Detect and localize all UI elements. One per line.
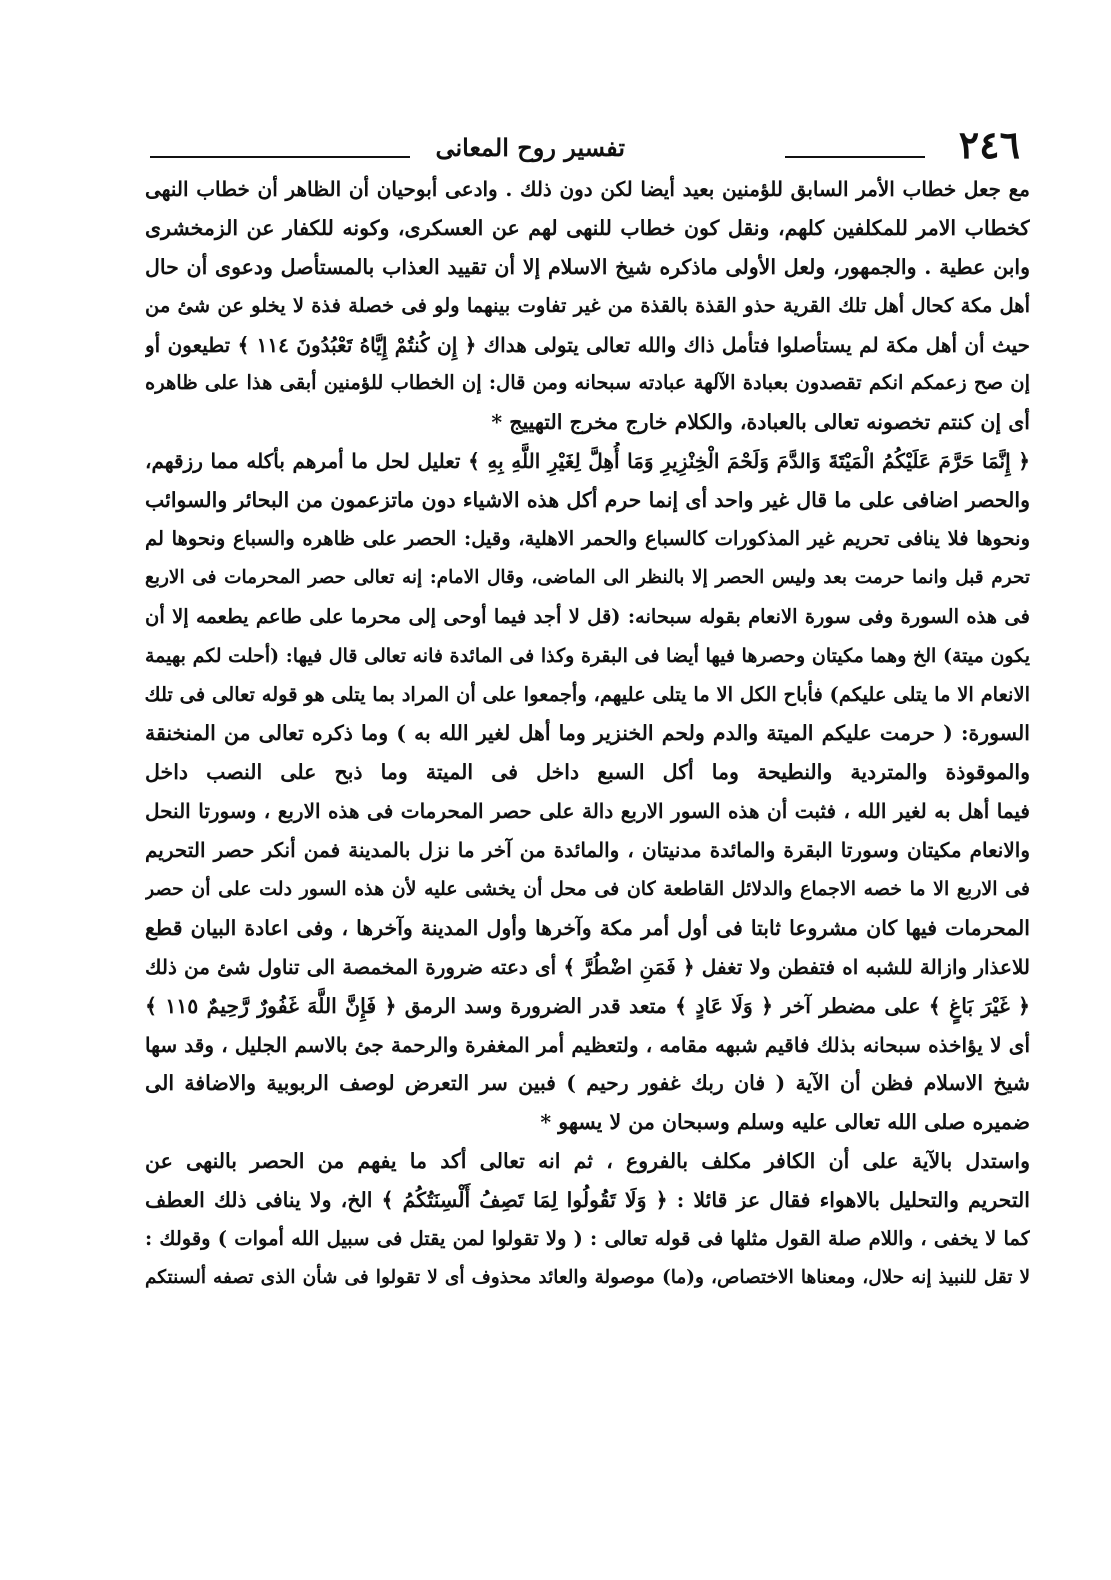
text-line: يكون ميتة) الخ وهما مكيتان وحصرها فيها أيضا فى البقرة وكذا فى المائدة فانه تعالى قال فيها: (أحلت لكم بهيمة xyxy=(145,644,1030,667)
text-line: أهل مكة كحال أهل تلك القرية حذو القذة بالقذة من غير تفاوت بينهما ولو فى خصلة فذة لا يخلو عن شئ من xyxy=(145,293,1030,317)
text-line: مع جعل خطاب الأمر السابق للؤمنين بعيد أيضا لكن دون ذلك . وادعى أبوحيان أن الظاهر أن خطاب النهى xyxy=(145,177,1030,201)
text-line: وابن عطية . والجمهور، ولعل الأولى ماذكره شيخ الاسلام إلا أن تقييد العذاب بالمستأصل ودعوى أن حال xyxy=(145,254,1030,279)
header-rule-right xyxy=(785,156,925,158)
running-title: تفسير روح المعانى xyxy=(435,133,625,162)
text-line: للاعذار وازالة للشبه اه فتفطن ولا تغفل ﴿ فَمَنِ اضْطُرَّ ﴾ أى دعته ضرورة المخمصة الى تناول شئ من ذلك xyxy=(145,954,1030,979)
text-line: ﴿ إِنَّمَا حَرَّمَ عَلَيْكُمُ الْمَيْتَةَ وَالدَّمَ وَلَحْمَ الْخِنْزِيرِ وَمَا أُهِلَّ لِغَيْرِ اللَّهِ بِهِ ﴾ تعليل لحل ما أمرهم بأكله مما رزقهم، xyxy=(145,449,1030,474)
text-line: كما لا يخفى ، واللام صلة القول مثلها فى قوله تعالى : ( ولا تقولوا لمن يقتل فى سبيل الله أموات ) وقولك : xyxy=(145,1227,1030,1251)
text-line: ضميره صلى الله تعالى عليه وسلم وسبحان من لا يسهو * xyxy=(540,1110,1030,1135)
text-line: إن صح زعمكم انكم تقصدون بعبادة الآلهة عبادته سبحانه ومن قال: إن الخطاب للؤمنين أبقى هذا على ظاهره xyxy=(145,371,1030,395)
text-line: والموقوذة والمتردية والنطيحة وما أكل السبع داخل فى الميتة وما ذبح على النصب داخل xyxy=(145,760,1030,785)
text-line: ونحوها فلا ينافى تحريم غير المذكورات كالسباع والحمر الاهلية، وقيل: الحصر على ظاهره والسباع ونحوها لم xyxy=(145,527,1030,551)
text-line: أى إن كنتم تخصونه تعالى بالعبادة، والكلام خارج مخرج التهييج * xyxy=(491,410,1030,435)
text-line: المحرمات فيها كان مشروعا ثابتا فى أول أمر مكة وآخرها وأول المدينة وآخرها ، وفى اعادة البيان قطع xyxy=(145,915,1030,940)
text-line: فيما أهل به لغير الله ، فثبت أن هذه السور الاربع دالة على حصر المحرمات فى هذه الاربع ، وسورتا النحل xyxy=(145,799,1030,824)
text-line: والانعام مكيتان وسورتا البقرة والمائدة مدنيتان ، والمائدة من آخر ما نزل بالمدينة فمن أنكر حصر التحريم xyxy=(145,838,1030,863)
text-line: أى لا يؤاخذه سبحانه بذلك فاقيم شبهه مقامه ، ولتعظيم أمر المغفرة والرحمة جئ بالاسم الجليل ، وقد سها xyxy=(145,1032,1030,1057)
header-rule-left xyxy=(150,156,410,158)
body-text xyxy=(145,170,1030,1298)
text-line: واستدل بالآية على أن الكافر مكلف بالفروع ، ثم انه تعالى أكد ما يفهم من الحصر بالنهى عن xyxy=(145,1149,1030,1174)
text-line: فى الاربع الا ما خصه الاجماع والدلائل القاطعة كان فى محل أن يخشى عليه لأن هذه السور دلت على أن حصر xyxy=(145,878,1030,901)
text-line: والحصر اضافى على ما قال غير واحد أى إنما حرم أكل هذه الاشياء دون ماتزعمون من البحائر والسوائب xyxy=(145,488,1030,513)
text-line: الانعام الا ما يتلى عليكم) فأباح الكل الا ما يتلى عليهم، وأجمعوا على أن المراد بما يتلى هو قوله تعالى فى تلك xyxy=(145,682,1030,706)
text-line: التحريم والتحليل بالاهواء فقال عز قائلا : ﴿ وَلَا تَقُولُوا لِمَا تَصِفُ أَلْسِنَتُكُمُ ﴾ الخ، ولا ينافى ذلك العطف xyxy=(145,1188,1030,1213)
text-line: لا تقل للنبيذ إنه حلال، ومعناها الاختصاص، و(ما) موصولة والعائد محذوف أى لا تقولوا فى شأن الذى تصفه ألسنتكم xyxy=(145,1266,1030,1288)
text-line: السورة: ( حرمت عليكم الميتة والدم ولحم الخنزير وما أهل لغير الله به ) وما ذكره تعالى من المنخنقة xyxy=(145,721,1030,746)
text-line: حيث أن أهل مكة لم يستأصلوا فتأمل ذاك والله تعالى يتولى هداك ﴿ إِن كُنتُمْ إِيَّاهُ تَعْبُدُونَ ١١٤ ﴾ تطيعون أو xyxy=(145,332,1030,357)
text-line: ﴿ غَيْرَ بَاغٍ ﴾ على مضطر آخر ﴿ وَلَا عَادٍ ﴾ متعد قدر الضرورة وسد الرمق ﴿ فَإِنَّ اللَّهَ غَفُورٌ رَّحِيمٌ ١١٥ ﴾ xyxy=(145,993,1030,1018)
text-line: تحرم قبل وانما حرمت بعد وليس الحصر إلا بالنظر الى الماضى، وقال الامام: إنه تعالى حصر المحرمات فى الاربع xyxy=(145,566,1030,588)
text-line: شيخ الاسلام فظن أن الآية ( فان ربك غفور رحيم ) فبين سر التعرض لوصف الربوبية والاضافة الى xyxy=(145,1071,1030,1096)
page-number: ٢٤٦ xyxy=(958,122,1020,167)
text-line: فى هذه السورة وفى سورة الانعام بقوله سبحانه: (قل لا أجد فيما أوحى إلى محرما على طاعم يطعمه إلا أن xyxy=(145,604,1030,628)
text-line: كخطاب الامر للمكلفين كلهم، ونقل كون خطاب للنهى لهم عن العسكرى، وكونه للكفار عن الزمخشرى xyxy=(145,215,1030,240)
